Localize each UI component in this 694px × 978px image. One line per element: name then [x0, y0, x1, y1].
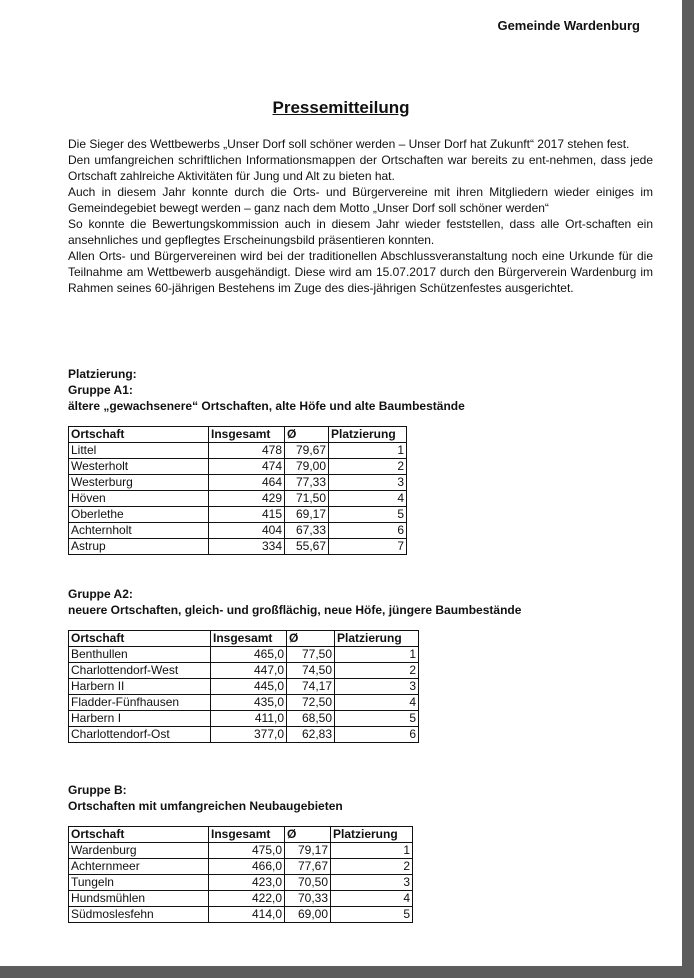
table-row — [69, 891, 413, 907]
cell-platzierung: 4 — [329, 491, 407, 507]
cell-insgesamt: 465,0 — [211, 647, 287, 663]
table-row — [69, 507, 407, 523]
cell-platzierung: 5 — [335, 711, 419, 727]
table-row — [69, 727, 419, 743]
cell-average: 77,50 — [287, 647, 335, 663]
cell-average: 55,67 — [285, 539, 329, 555]
cell-average: 68,50 — [287, 711, 335, 727]
table-row — [69, 491, 407, 507]
cell-ortschaft: Astrup — [69, 539, 209, 555]
group-name: Gruppe A2: — [68, 587, 133, 601]
placement-heading: Platzierung: — [68, 367, 137, 381]
column-header: Platzierung — [335, 631, 419, 647]
group-a2-section — [68, 586, 668, 743]
table-row — [69, 443, 407, 459]
table-row — [69, 539, 407, 555]
cell-platzierung: 3 — [335, 679, 419, 695]
group-name: Gruppe B: — [68, 783, 127, 797]
table-row — [69, 475, 407, 491]
cell-platzierung: 2 — [329, 459, 407, 475]
group-description: ältere „gewachsenere“ Ortschaften, alte Höfe und alte Baumbestände — [68, 399, 465, 413]
cell-average: 79,00 — [285, 459, 329, 475]
cell-ortschaft: Höven — [69, 491, 209, 507]
column-header: Platzierung — [331, 827, 413, 843]
table-row — [69, 679, 419, 695]
cell-platzierung: 3 — [331, 875, 413, 891]
cell-insgesamt: 475,0 — [209, 843, 285, 859]
cell-platzierung: 1 — [329, 443, 407, 459]
cell-average: 67,33 — [285, 523, 329, 539]
cell-platzierung: 6 — [329, 523, 407, 539]
municipality-header: Gemeinde Wardenburg — [497, 18, 640, 33]
cell-platzierung: 7 — [329, 539, 407, 555]
cell-ortschaft: Littel — [69, 443, 209, 459]
column-header: Platzierung — [329, 427, 407, 443]
cell-insgesamt: 447,0 — [211, 663, 287, 679]
cell-platzierung: 2 — [331, 859, 413, 875]
cell-ortschaft: Benthullen — [69, 647, 211, 663]
group-description: neuere Ortschaften, gleich- und großflächig, neue Höfe, jüngere Baumbestände — [68, 603, 522, 617]
cell-average: 74,50 — [287, 663, 335, 679]
paragraph: Allen Orts- und Bürgervereinen wird bei der traditionellen Abschlussveranstaltung noch eine Urkunde für die Teilnahme am Wettbewerb ausgehändigt. Diese wird am 15.07.2017 durch den Bürgerverein Wardenburg im Rahmen seines 60-jährigen Bestehens im Zuge des dies-jährigen Schützenfestes ausgerichtet. — [68, 249, 653, 295]
column-header: Ø — [287, 631, 335, 647]
paragraph: Auch in diesem Jahr konnte durch die Orts- und Bürgervereine mit ihren Mitgliedern wieder einiges im Gemeindegebiet bewegt werden – ganz nach dem Motto „Unser Dorf soll schöner werden“ — [68, 185, 653, 215]
group-a1-section — [68, 366, 668, 555]
cell-platzierung: 1 — [331, 843, 413, 859]
cell-ortschaft: Harbern I — [69, 711, 211, 727]
cell-ortschaft: Achternholt — [69, 523, 209, 539]
cell-insgesamt: 429 — [209, 491, 285, 507]
cell-average: 69,17 — [285, 507, 329, 523]
cell-ortschaft: Wardenburg — [69, 843, 209, 859]
cell-platzierung: 4 — [331, 891, 413, 907]
table-row — [69, 859, 413, 875]
paragraph: So konnte die Bewertungskommission auch in diesem Jahr wieder feststellen, dass alle Ort-schaften ein ansehnliches und gepflegtes Erscheinungsbild präsentieren konnten. — [68, 217, 653, 247]
cell-insgesamt: 474 — [209, 459, 285, 475]
cell-platzierung: 2 — [335, 663, 419, 679]
table-row — [69, 695, 419, 711]
column-header: Ortschaft — [69, 631, 211, 647]
table-row — [69, 843, 413, 859]
ranking-table-b — [68, 826, 413, 923]
cell-average: 62,83 — [287, 727, 335, 743]
table-row — [69, 711, 419, 727]
table-header-row — [69, 631, 419, 647]
column-header: Ø — [285, 827, 331, 843]
cell-insgesamt: 464 — [209, 475, 285, 491]
cell-ortschaft: Achternmeer — [69, 859, 209, 875]
cell-platzierung: 3 — [329, 475, 407, 491]
cell-ortschaft: Südmoslesfehn — [69, 907, 209, 923]
cell-ortschaft: Tungeln — [69, 875, 209, 891]
cell-insgesamt: 377,0 — [211, 727, 287, 743]
press-release-body — [68, 136, 653, 296]
cell-insgesamt: 423,0 — [209, 875, 285, 891]
cell-platzierung: 6 — [335, 727, 419, 743]
cell-average: 72,50 — [287, 695, 335, 711]
cell-ortschaft: Westerburg — [69, 475, 209, 491]
cell-insgesamt: 334 — [209, 539, 285, 555]
cell-insgesamt: 435,0 — [211, 695, 287, 711]
group-description: Ortschaften mit umfangreichen Neubaugebieten — [68, 799, 343, 813]
cell-insgesamt: 411,0 — [211, 711, 287, 727]
group-name: Gruppe A1: — [68, 383, 133, 397]
cell-insgesamt: 422,0 — [209, 891, 285, 907]
cell-average: 70,33 — [285, 891, 331, 907]
cell-average: 71,50 — [285, 491, 329, 507]
column-header: Insgesamt — [209, 827, 285, 843]
ranking-table-a2 — [68, 630, 419, 743]
table-row — [69, 647, 419, 663]
cell-average: 77,33 — [285, 475, 329, 491]
cell-insgesamt: 404 — [209, 523, 285, 539]
table-header-row — [69, 427, 407, 443]
cell-platzierung: 5 — [331, 907, 413, 923]
cell-ortschaft: Fladder-Fünfhausen — [69, 695, 211, 711]
cell-insgesamt: 445,0 — [211, 679, 287, 695]
cell-insgesamt: 478 — [209, 443, 285, 459]
cell-ortschaft: Hundsmühlen — [69, 891, 209, 907]
column-header: Ø — [285, 427, 329, 443]
paragraph: Die Sieger des Wettbewerbs „Unser Dorf soll schöner werden – Unser Dorf hat Zukunft“ 2017 stehen fest. — [68, 137, 630, 151]
paragraph: Den umfangreichen schriftlichen Informationsmappen der Ortschaften war bereits zu ent-nehmen, dass jede Ortschaft zahlreiche Aktivitäten für Jung und Alt zu bieten hat. — [68, 153, 653, 183]
cell-average: 74,17 — [287, 679, 335, 695]
group-b-section — [68, 782, 668, 923]
cell-insgesamt: 414,0 — [209, 907, 285, 923]
column-header: Ortschaft — [69, 827, 209, 843]
table-row — [69, 459, 407, 475]
table-row — [69, 663, 419, 679]
table-header-row — [69, 827, 413, 843]
cell-platzierung: 1 — [335, 647, 419, 663]
cell-ortschaft: Charlottendorf-Ost — [69, 727, 211, 743]
table-row — [69, 875, 413, 891]
cell-platzierung: 5 — [329, 507, 407, 523]
cell-platzierung: 4 — [335, 695, 419, 711]
cell-average: 69,00 — [285, 907, 331, 923]
cell-ortschaft: Harbern II — [69, 679, 211, 695]
column-header: Insgesamt — [209, 427, 285, 443]
page-title: Pressemitteilung — [272, 98, 410, 117]
table-row — [69, 523, 407, 539]
cell-ortschaft: Charlottendorf-West — [69, 663, 211, 679]
cell-average: 77,67 — [285, 859, 331, 875]
cell-average: 70,50 — [285, 875, 331, 891]
ranking-table-a1 — [68, 426, 407, 555]
cell-ortschaft: Westerholt — [69, 459, 209, 475]
column-header: Ortschaft — [69, 427, 209, 443]
cell-ortschaft: Oberlethe — [69, 507, 209, 523]
cell-average: 79,17 — [285, 843, 331, 859]
cell-insgesamt: 466,0 — [209, 859, 285, 875]
table-row — [69, 907, 413, 923]
cell-average: 79,67 — [285, 443, 329, 459]
column-header: Insgesamt — [211, 631, 287, 647]
cell-insgesamt: 415 — [209, 507, 285, 523]
